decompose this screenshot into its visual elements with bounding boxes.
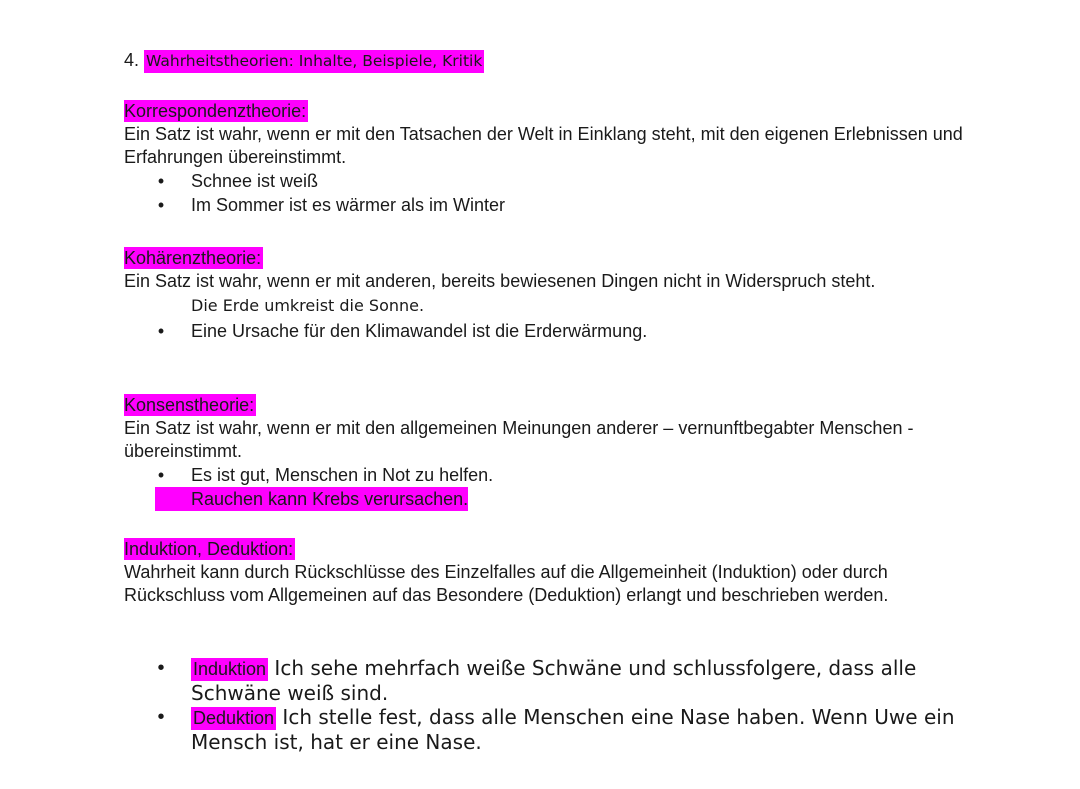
example-text: Ich sehe mehrfach weiße Schwäne und schlussfolgere, dass alle Schwäne weiß sind. bbox=[191, 656, 917, 705]
document-title bbox=[124, 47, 484, 74]
section-text: Ein Satz ist wahr, wenn er mit den Tatsachen der Welt in Einklang steht, mit den eigenen Erlebnissen und Erfahrungen übereinstimmt. bbox=[124, 124, 963, 167]
section-text: Wahrheit kann durch Rückschlüsse des Einzelfalles auf die Allgemeinheit (Induktion) oder durch Rückschluss vom Allgemeinen auf das Besondere (Deduktion) erlangt und beschrieben werden. bbox=[124, 562, 889, 605]
bullet-list bbox=[124, 463, 964, 511]
list-item: • Eine Ursache für den Klimawandel ist die Erderwärmung. bbox=[124, 319, 964, 343]
example-tag: Deduktion bbox=[193, 708, 275, 728]
title-number: 4. bbox=[124, 50, 140, 70]
list-item: • Es ist gut, Menschen in Not zu helfen. bbox=[124, 463, 964, 487]
bullet-list bbox=[124, 293, 964, 343]
section-text: Ein Satz ist wahr, wenn er mit anderen, bereits bewiesenen Dingen nicht in Widerspruch steht. bbox=[124, 271, 876, 291]
example-text: Ich stelle fest, dass alle Menschen eine Nase haben. Wenn Uwe ein Mensch ist, hat er eine Nase. bbox=[191, 705, 955, 754]
example-list bbox=[124, 656, 1004, 754]
title-text: Wahrheitstheorien: Inhalte, Beispiele, Kritik bbox=[144, 50, 484, 73]
list-item: Rauchen kann Krebs verursachen. bbox=[124, 487, 964, 511]
section-induktion-deduktion bbox=[124, 538, 964, 607]
section-heading: Korrespondenztheorie: bbox=[124, 101, 307, 121]
list-item: Die Erde umkreist die Sonne. bbox=[191, 296, 425, 315]
section-korrespondenztheorie bbox=[124, 100, 964, 217]
section-kohaerenztheorie bbox=[124, 247, 964, 343]
bullet-icon: • bbox=[157, 657, 165, 679]
example-tag: Induktion bbox=[193, 659, 267, 679]
list-item bbox=[124, 705, 1004, 754]
bullet-icon: • bbox=[157, 321, 165, 341]
bullet-icon: • bbox=[157, 171, 165, 191]
list-item: • Im Sommer ist es wärmer als im Winter bbox=[124, 193, 964, 217]
section-heading: Induktion, Deduktion: bbox=[124, 539, 294, 559]
section-konsenstheorie bbox=[124, 394, 964, 511]
section-heading: Kohärenztheorie: bbox=[124, 248, 262, 268]
section-heading: Konsenstheorie: bbox=[124, 395, 255, 415]
list-item: • Schnee ist weiß bbox=[124, 169, 964, 193]
list-item bbox=[124, 656, 1004, 705]
bullet-icon: • bbox=[157, 195, 165, 215]
bullet-icon: • bbox=[157, 465, 165, 485]
bullet-icon: • bbox=[157, 706, 165, 728]
bullet-list bbox=[124, 169, 964, 217]
section-text: Ein Satz ist wahr, wenn er mit den allgemeinen Meinungen anderer – vernunftbegabter Menschen - übereinstimmt. bbox=[124, 418, 914, 461]
